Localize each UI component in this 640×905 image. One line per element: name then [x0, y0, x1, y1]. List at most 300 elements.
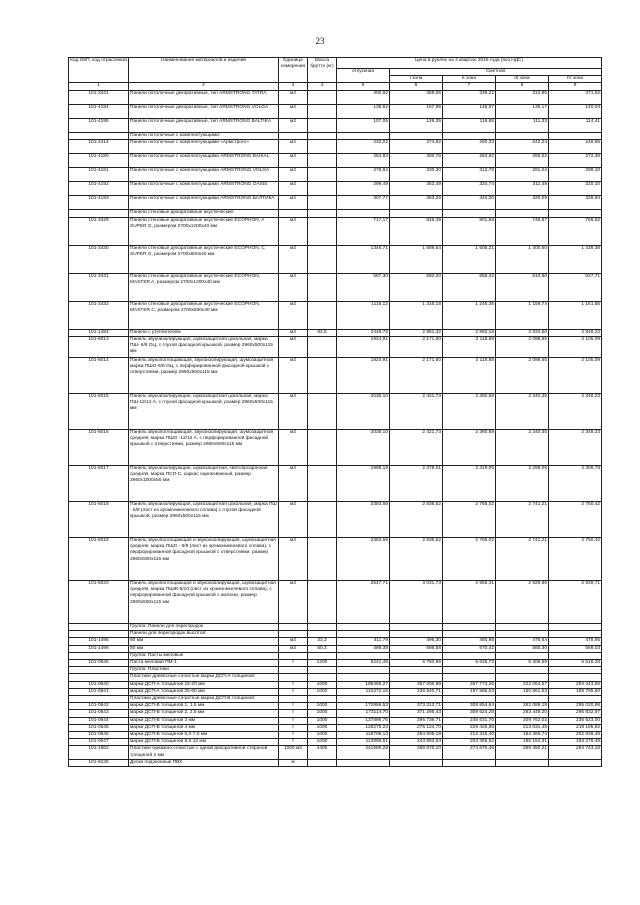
cell-zone4-price: 248,95 — [549, 139, 602, 153]
cell-code: 101-6013 — [69, 337, 129, 358]
cell-code: 101-3432 — [69, 301, 129, 329]
table-row — [69, 430, 602, 466]
cell-zone2-price — [443, 667, 496, 674]
cell-code: 101-9136 — [69, 759, 129, 766]
cell-zone2-price — [443, 624, 496, 631]
cell-code: 101-4194 — [69, 104, 129, 118]
cell-zone1-price: 2 951,32 — [390, 329, 443, 336]
cell-name: Панель звукоизолирующая, шумозащитная, светопрозрачная средняя, марка ПСП-С, каркас оцинкованный, размер 2960х1000х50 мм — [129, 466, 279, 502]
cell-release-price — [337, 667, 390, 674]
table-row — [69, 717, 602, 724]
table-row — [69, 394, 602, 430]
table-body — [69, 90, 602, 766]
table-row — [69, 732, 602, 739]
col-num-2: 2 — [129, 83, 279, 90]
cell-unit: 1000 м2 — [279, 746, 308, 759]
cell-unit: м2 — [279, 153, 308, 167]
cell-mass — [308, 624, 337, 631]
cell-zone2-price — [443, 631, 496, 638]
cell-mass — [308, 667, 337, 674]
cell-zone4-price: 5 518,28 — [549, 660, 602, 667]
cell-zone3-price: 213 031,45 — [496, 724, 549, 731]
cell-release-price: 2383,66 — [337, 502, 390, 538]
cell-code: 101-6017 — [69, 466, 129, 502]
cell-zone2-price: 119,65 — [443, 118, 496, 132]
cell-zone4-price: 189 785,60 — [549, 688, 602, 695]
cell-name: Панель звукопоглощающая, звукоизолирующая, шумозащитная средняя, марка ПШО -12/12 А, с перфорированной фасадной крышкой с отверстиями, размер 2960х500х115 мм — [129, 430, 279, 466]
cell-mass: 82,5 — [308, 329, 337, 336]
cell-mass — [308, 132, 337, 139]
cell-release-price: 186466,27 — [337, 681, 390, 688]
cell-release-price: 2547,71 — [337, 581, 390, 624]
cell-zone4-price: 2 306,78 — [549, 466, 602, 502]
table-row — [69, 301, 602, 329]
cell-mass — [308, 181, 337, 195]
cell-zone3-price: 111,33 — [496, 118, 549, 132]
cell-zone3-price: 1 159,74 — [496, 301, 549, 329]
cell-unit: т — [279, 732, 308, 739]
col-release-header: отпускная — [337, 69, 390, 83]
cell-zone3-price: 476,64 — [496, 638, 549, 645]
table-row — [69, 153, 602, 167]
cell-unit: м2 — [279, 195, 308, 209]
col-zone3-header: III зона — [496, 76, 549, 83]
cell-zone4-price: 272,36 — [549, 153, 602, 167]
table-row — [69, 217, 602, 245]
cell-release-price: 107,05 — [337, 118, 390, 132]
cell-code: 101-0643 — [69, 710, 129, 717]
cell-zone2-price: 229 426,68 — [443, 724, 496, 731]
cell-zone2-price: 149,57 — [443, 104, 496, 118]
cell-mass: 1000 — [308, 688, 337, 695]
table-row — [69, 660, 602, 667]
cell-name: Панели потолочные с комплектующими ARMSTRONG БАЛТИКА — [129, 195, 279, 209]
cell-unit: м2 — [279, 638, 308, 645]
cell-mass — [308, 139, 337, 153]
cell-unit — [279, 624, 308, 631]
cell-name: марки ДСП-В толщиной 2, 2,5 мм — [129, 710, 279, 717]
cell-mass — [308, 301, 337, 329]
cell-name: Группа: Пластики — [129, 667, 279, 674]
cell-unit: м2 — [279, 581, 308, 624]
cell-zone1-price: 2 379,01 — [390, 466, 443, 502]
cell-zone1-price: 157,95 — [390, 104, 443, 118]
group-row — [69, 631, 602, 638]
cell-zone1-price: 300,76 — [390, 153, 443, 167]
cell-zone2-price: 339,22 — [443, 90, 496, 104]
cell-name: Панели стеновые декоративные акустические: — [129, 209, 279, 217]
cell-zone3-price: 242,24 — [496, 139, 549, 153]
cell-release-price — [337, 631, 390, 638]
cell-zone2-price: 5 626,73 — [443, 660, 496, 667]
cell-code: 101-6018 — [69, 502, 129, 538]
cell-code: 101-3441 — [69, 90, 129, 104]
page-number: 23 — [315, 36, 325, 46]
col-mass-header: Масса брутто (кг) — [308, 58, 337, 83]
cell-zone1-price: 2 836,52 — [390, 502, 443, 538]
cell-unit: м2 — [279, 245, 308, 273]
cell-zone4-price: 194 278,49 — [549, 739, 602, 746]
cell-mass — [308, 90, 337, 104]
cell-code — [69, 631, 129, 638]
cell-mass: 50,3 — [308, 645, 337, 652]
cell-zone4-price: 371,52 — [549, 90, 602, 104]
cell-zone4-price: 264 743,16 — [549, 746, 602, 759]
cell-zone3-price: 610,80 — [496, 273, 549, 301]
cell-release-price — [337, 696, 390, 703]
cell-unit: м2 — [279, 139, 308, 153]
cell-code: 101-0640 — [69, 681, 129, 688]
cell-unit: т — [279, 688, 308, 695]
col-price-header: Цена в рублях на 4 квартал 2015 года (без НДС) — [337, 58, 602, 69]
cell-unit — [279, 667, 308, 674]
cell-zone2-price: 1 505,21 — [443, 245, 496, 273]
cell-zone3-price: 2 299,06 — [496, 466, 549, 502]
cell-zone3-price: 320,09 — [496, 195, 549, 209]
cell-unit: т — [279, 660, 308, 667]
cell-zone4-price: 2 848,22 — [549, 329, 602, 336]
cell-zone3-price: 2 098,65 — [496, 358, 549, 394]
cell-zone2-price: 1 246,36 — [443, 301, 496, 329]
cell-zone1-price: 496,30 — [390, 638, 443, 645]
cell-code: 101-3431 — [69, 273, 129, 301]
cell-mass — [308, 759, 337, 766]
cell-zone2-price: 308 854,64 — [443, 703, 496, 710]
cell-zone3-price: 2 741,21 — [496, 502, 549, 538]
cell-code: 101-4192 — [69, 181, 129, 195]
cell-mass — [308, 394, 337, 430]
cell-zone2-price: 2 860,18 — [443, 329, 496, 336]
col-num-9: 9 — [549, 83, 602, 90]
cell-code: 101-0644 — [69, 717, 129, 724]
cell-zone3-price: 312,85 — [496, 90, 549, 104]
group-row — [69, 209, 602, 217]
cell-release-price: 118708,13 — [337, 732, 390, 739]
cell-zone4-price — [549, 209, 602, 217]
cell-zone2-price — [443, 696, 496, 703]
cell-mass: 1000 — [308, 717, 337, 724]
cell-unit: м2 — [279, 430, 308, 466]
cell-zone2-price: 656,42 — [443, 273, 496, 301]
cell-zone2-price: 2 765,02 — [443, 538, 496, 581]
cell-unit — [279, 209, 308, 217]
cell-release-price: 128275,23 — [337, 724, 390, 731]
cell-zone4-price: 320,10 — [549, 181, 602, 195]
cell-zone3-price — [496, 759, 549, 766]
cell-zone3-price — [496, 209, 549, 217]
cell-zone2-price: 2 118,88 — [443, 337, 496, 358]
cell-code: 101-0646 — [69, 732, 129, 739]
cell-release-price: 110472,15 — [337, 688, 390, 695]
cell-zone2-price: 2 360,69 — [443, 394, 496, 430]
col-num-3: 3 — [279, 83, 308, 90]
price-table — [68, 57, 602, 767]
group-row — [69, 132, 602, 139]
cell-zone3-price: 135,17 — [496, 104, 549, 118]
cell-zone4-price: 2 348,23 — [549, 394, 602, 430]
cell-unit: т — [279, 717, 308, 724]
cell-name: Пластики древесные слоистые марки ДСП-А толщиной: — [129, 674, 279, 681]
cell-unit: т — [279, 710, 308, 717]
cell-mass — [308, 167, 337, 181]
cell-zone2-price — [443, 759, 496, 766]
cell-zone1-price: 353,49 — [390, 181, 443, 195]
table-row — [69, 759, 602, 766]
cell-zone1-price: 693,20 — [390, 273, 443, 301]
cell-zone2-price: 312,78 — [443, 167, 496, 181]
cell-mass: 33,3 — [308, 638, 337, 645]
cell-mass — [308, 652, 337, 659]
cell-unit: м2 — [279, 273, 308, 301]
cell-mass — [308, 502, 337, 538]
cell-mass: 4400 — [308, 746, 337, 759]
cell-zone3-price: 2 340,35 — [496, 430, 549, 466]
table-row — [69, 167, 602, 181]
cell-zone4-price: 627,71 — [549, 273, 602, 301]
table-row — [69, 273, 602, 301]
cell-zone1-price: 363,26 — [390, 195, 443, 209]
cell-code: 101-1494 — [69, 329, 129, 336]
cell-code: 101-4190 — [69, 153, 129, 167]
cell-name: 80 мм — [129, 645, 279, 652]
cell-zone3-price — [496, 652, 549, 659]
cell-code: 101-1496 — [69, 645, 129, 652]
cell-zone3-price: 259 450,21 — [496, 746, 549, 759]
cell-zone3-price: 291,04 — [496, 167, 549, 181]
cell-zone1-price: 2 836,52 — [390, 538, 443, 581]
cell-zone1-price: 2 171,60 — [390, 358, 443, 394]
cell-zone1-price — [390, 674, 443, 681]
cell-zone1-price: 3 031,73 — [390, 581, 443, 624]
cell-unit — [279, 132, 308, 139]
cell-zone1-price: 330,30 — [390, 167, 443, 181]
cell-release-price — [337, 674, 390, 681]
cell-name: Панель звукоизолирующая, шумозащитная цокольная, марка ПШ- 6/8 ОЦ, с глухой фасадной крышкой, размер 2960х500х115 мм — [129, 337, 279, 358]
cell-zone3-price: 186 164,31 — [496, 739, 549, 746]
cell-release-price: 232,02 — [337, 139, 390, 153]
cell-code: 101-3429 — [69, 217, 129, 245]
cell-code: 101-2414 — [69, 139, 129, 153]
cell-code: 101-4193 — [69, 195, 129, 209]
cell-release-price: 2383,66 — [337, 538, 390, 581]
cell-release-price: 2448,75 — [337, 329, 390, 336]
cell-name: Панели стеновые декоративные акустические ECOPHON, C SUPER G, размером 2700х600х40 мм — [129, 245, 279, 273]
cell-code: 101-1495 — [69, 638, 129, 645]
cell-code — [69, 674, 129, 681]
table-row — [69, 466, 602, 502]
cell-code: 101-3430 — [69, 245, 129, 273]
table-row — [69, 688, 602, 695]
cell-zone1-price: 2 171,60 — [390, 337, 443, 358]
table-row — [69, 245, 602, 273]
cell-zone4-price: 1 161,85 — [549, 301, 602, 329]
cell-zone4-price: 295 832,87 — [549, 710, 602, 717]
cell-zone3-price — [496, 667, 549, 674]
table-row — [69, 118, 602, 132]
table-row — [69, 502, 602, 538]
cell-zone1-price — [390, 132, 443, 139]
cell-zone3-price: 160 861,63 — [496, 688, 549, 695]
cell-unit: м2 — [279, 358, 308, 394]
cell-name: Панель звукопоглощающая и звукоизолирующая, шумозащитная средняя, марка ПШО - 6/8 (лист из хромоникелевого сплава), с перфорированной фасадной крышкой с отверстиями, размер 2960х500х115 мм — [129, 538, 279, 581]
cell-name: Панели потолочные декоративные, тип ARMSTRONG VOLGA — [129, 104, 279, 118]
cell-unit: м2 — [279, 301, 308, 329]
cell-zone3-price: 209 762,02 — [496, 717, 549, 724]
cell-zone2-price: 246 631,70 — [443, 717, 496, 724]
cell-unit: м2 — [279, 466, 308, 502]
cell-name: Паста меловая ПМ-1 — [129, 660, 279, 667]
cell-zone4-price: 2 105,09 — [549, 337, 602, 358]
cell-name: Группа: Пасты меловые — [129, 652, 279, 659]
table-row — [69, 195, 602, 209]
cell-zone2-price — [443, 674, 496, 681]
cell-zone1-price: 1 589,54 — [390, 245, 443, 273]
cell-code: 101-0642 — [69, 703, 129, 710]
col-num-8: 8 — [496, 83, 549, 90]
table-row — [69, 710, 602, 717]
cell-unit: м2 — [279, 645, 308, 652]
table-row — [69, 90, 602, 104]
cell-unit: т — [279, 681, 308, 688]
cell-zone3-price: 1 400,60 — [496, 245, 549, 273]
col-zone1-header: I зона — [390, 76, 443, 83]
cell-zone4-price: 202 838,48 — [549, 732, 602, 739]
cell-release-price: 299,49 — [337, 181, 390, 195]
cell-code: 101-0645 — [69, 724, 129, 731]
cell-zone2-price: 212 315,40 — [443, 732, 496, 739]
cell-name: Панели стеновые декоративные акустические ECOPHON, MASTER C, размером 2700х600х40 мм — [129, 301, 279, 329]
cell-name: Панель звукоизолирующая, шумозащитная цокольная, марка ПШ-12/12 А, с глухой фасадной крышкой, размер 2960х500х115 мм — [129, 394, 279, 430]
cell-unit: м2 — [279, 502, 308, 538]
cell-zone1-price: 274,82 — [390, 139, 443, 153]
cell-zone4-price — [549, 696, 602, 703]
cell-unit — [279, 652, 308, 659]
cell-zone4-price: 284 443,56 — [549, 681, 602, 688]
cell-zone1-price: 846,49 — [390, 217, 443, 245]
table-row — [69, 681, 602, 688]
cell-code — [69, 667, 129, 674]
cell-name: Панели стеновые декоративные акустические ECOPHON, MASTER A, размером 2700х1200х40 мм — [129, 273, 279, 301]
cell-release-price: 411,79 — [337, 638, 390, 645]
table-row — [69, 358, 602, 394]
cell-zone1-price: 357 006,98 — [390, 681, 443, 688]
cell-name: марки ДСП-А толщиной 15-20 мм — [129, 681, 279, 688]
cell-release-price — [337, 624, 390, 631]
cell-unit: т — [279, 703, 308, 710]
col-code-header: Код ОКП, код отраслевой — [69, 58, 129, 83]
cell-zone2-price: 260,33 — [443, 139, 496, 153]
cell-code — [69, 624, 129, 631]
cell-code: 101-6016 — [69, 430, 129, 466]
cell-unit — [279, 696, 308, 703]
cell-release-price — [337, 209, 390, 217]
cell-release-price: 172858,53 — [337, 703, 390, 710]
col-num-7: 7 — [443, 83, 496, 90]
cell-zone2-price: 309 624,28 — [443, 710, 496, 717]
cell-unit: м2 — [279, 394, 308, 430]
cell-code: 101-0636 — [69, 660, 129, 667]
cell-zone1-price: 236 940,71 — [390, 688, 443, 695]
table-row — [69, 581, 602, 624]
table-row — [69, 746, 602, 759]
col-zone4-header: IV зона — [549, 76, 602, 83]
cell-release-price: 241686,29 — [337, 746, 390, 759]
cell-zone4-price — [549, 132, 602, 139]
cell-release-price: 279,84 — [337, 167, 390, 181]
cell-code: 101-6020 — [69, 581, 129, 624]
cell-code — [69, 652, 129, 659]
cell-release-price: 1998,19 — [337, 466, 390, 502]
cell-zone3-price: 262 089,18 — [496, 703, 549, 710]
cell-zone3-price: 2 834,50 — [496, 329, 549, 336]
cell-zone3-price — [496, 132, 549, 139]
cell-release-price: 254,83 — [337, 153, 390, 167]
cell-mass — [308, 245, 337, 273]
col-zone2-header: II зона — [443, 76, 496, 83]
cell-release-price: 587,30 — [337, 273, 390, 301]
cell-zone1-price — [390, 667, 443, 674]
cell-zone4-price: 568,03 — [549, 645, 602, 652]
cell-zone4-price: 2 105,09 — [549, 358, 602, 394]
cell-zone2-price — [443, 209, 496, 217]
cell-zone4-price — [549, 631, 602, 638]
cell-name: марки ДСП-А толщиной 25-60 мм — [129, 688, 279, 695]
table-row — [69, 337, 602, 358]
cell-name: Панели потолочные с комплектующими: — [129, 132, 279, 139]
cell-code: 101-0647 — [69, 739, 129, 746]
cell-mass — [308, 581, 337, 624]
group-row — [69, 674, 602, 681]
cell-mass: 1000 — [308, 703, 337, 710]
cell-name: Панели потолочные с комплектующими «Армстронг» — [129, 139, 279, 153]
cell-code: 101-4195 — [69, 118, 129, 132]
cell-mass — [308, 118, 337, 132]
cell-unit — [279, 631, 308, 638]
cell-code: 101-4191 — [69, 167, 129, 181]
cell-name: марки ДСП-В толщиной 8,5-12 мм — [129, 739, 279, 746]
cell-code — [69, 132, 129, 139]
cell-mass — [308, 153, 337, 167]
cell-zone2-price: 334,74 — [443, 181, 496, 195]
cell-zone3-price: 565,30 — [496, 645, 549, 652]
cell-name: 60 мм — [129, 638, 279, 645]
cell-zone4-price: 1 439,38 — [549, 245, 602, 273]
cell-zone4-price: 2 348,23 — [549, 430, 602, 466]
cell-release-price: 137896,75 — [337, 717, 390, 724]
cell-zone4-price: 766,52 — [549, 217, 602, 245]
cell-zone2-price: 274 676,46 — [443, 746, 496, 759]
cell-zone3-price: 2 340,35 — [496, 394, 549, 430]
cell-unit: м2 — [279, 337, 308, 358]
group-row — [69, 652, 602, 659]
cell-zone3-price: 265,02 — [496, 153, 549, 167]
cell-name: Панели потолочные с комплектующими ARMSTRONG OASIS — [129, 181, 279, 195]
cell-release-price: 1924,91 — [337, 358, 390, 394]
cell-unit: м2 — [279, 118, 308, 132]
cell-mass — [308, 104, 337, 118]
cell-zone2-price — [443, 652, 496, 659]
group-row — [69, 624, 602, 631]
cell-name: марки ДСП-В толщиной 3 мм — [129, 717, 279, 724]
cell-code: 101-0641 — [69, 688, 129, 695]
cell-mass — [308, 358, 337, 394]
cell-zone4-price: 140,03 — [549, 104, 602, 118]
cell-name: Панели для перегородок высотой: — [129, 631, 279, 638]
cell-name: Панели с утеплителем — [129, 329, 279, 336]
cell-zone1-price: 289 870,10 — [390, 746, 443, 759]
col-num-6: 6 — [390, 83, 443, 90]
cell-release-price: 173114,70 — [337, 710, 390, 717]
